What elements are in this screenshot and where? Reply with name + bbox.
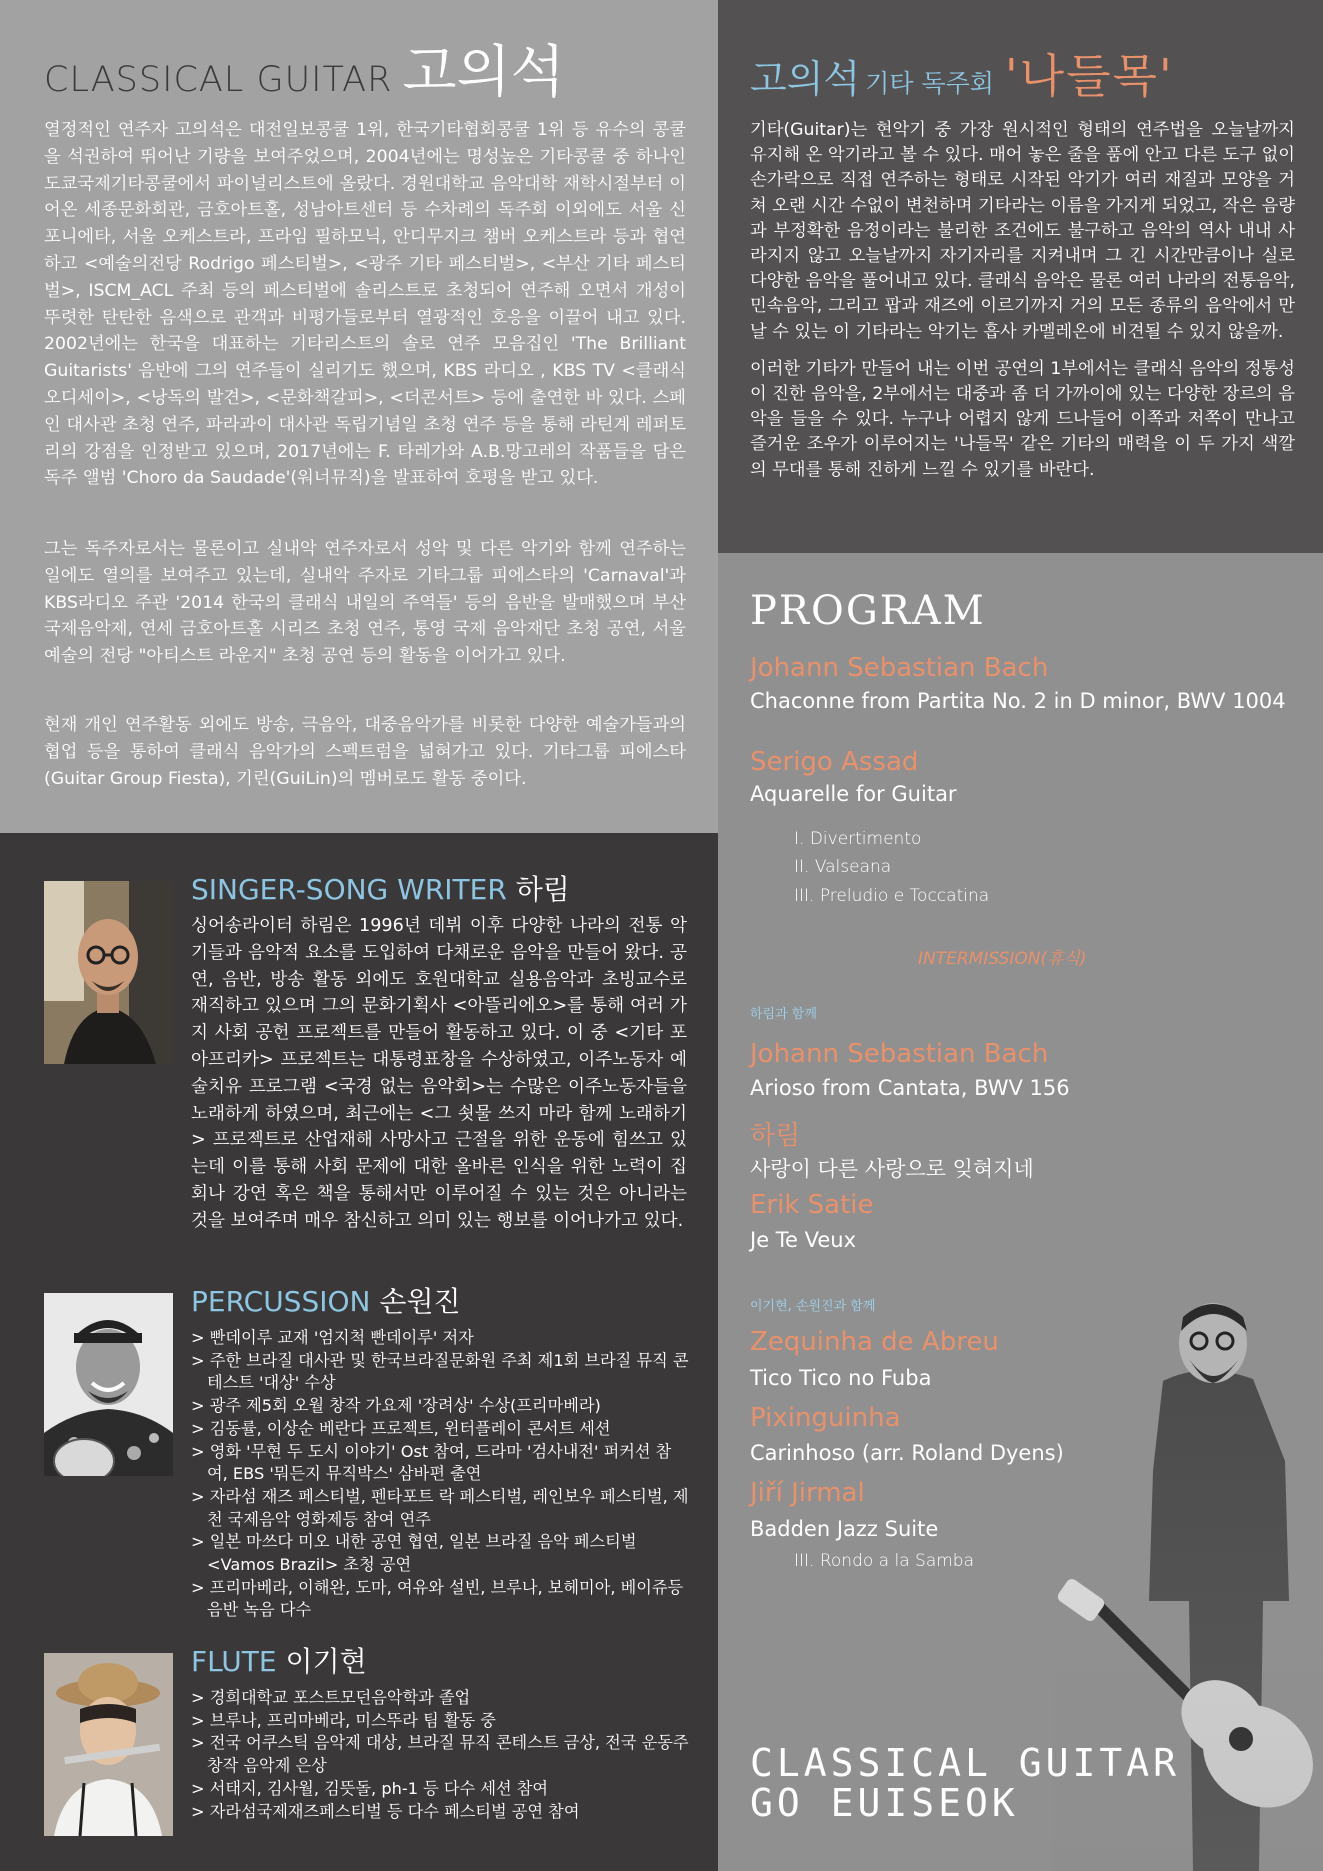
bio-paragraph-1-block: [44, 117, 686, 492]
list-item: > 경희대학교 포스트모던음악학과 졸업: [191, 1688, 471, 1707]
list-item: > 자라섬 재즈 페스티벌, 펜타포트 락 페스티벌, 레인보우 페스티벌, 제천 국제음악 영화제등 참여 연주: [191, 1486, 689, 1529]
artist-heading-lee: [191, 1645, 367, 1679]
program-composer: Zequinha de Abreu: [750, 1327, 999, 1357]
program-piece: Arioso from Cantata, BWV 156: [750, 1076, 1070, 1100]
list-item: > 프리마베라, 이해완, 도마, 여유와 설빈, 브루나, 보헤미아, 베이쥬등 음반 녹음 다수: [191, 1577, 684, 1620]
program-composer: Serigo Assad: [750, 747, 919, 777]
artist-bullets-lee: [191, 1687, 691, 1823]
recital-panel: [718, 0, 1323, 553]
recital-intro: [750, 118, 1295, 495]
program-piece: Aquarelle for Guitar: [750, 782, 957, 806]
bio-paragraph-2-block: [44, 536, 686, 670]
program-composer: Johann Sebastian Bach: [750, 1039, 1049, 1069]
artist-heading-harim: [191, 873, 570, 907]
list-item: > 전국 어쿠스틱 음악제 대상, 브라질 뮤직 콘테스트 금상, 전국 운동주 창작 음악제 은상: [191, 1733, 689, 1776]
program-composer: 하림: [750, 1121, 801, 1151]
program-movement: III. Preludio e Toccatina: [794, 886, 990, 906]
bio-title: [44, 28, 565, 108]
program-composer: Johann Sebastian Bach: [750, 653, 1049, 683]
program-movement: I. Divertimento: [794, 829, 922, 849]
artists-panel: [0, 833, 718, 1871]
list-item: > 일본 마쓰다 미오 내한 공연 협연, 일본 브라질 음악 페스티벌 <Vamos Brazil> 초청 공연: [191, 1532, 637, 1575]
program-piece: Je Te Veux: [750, 1228, 857, 1252]
recital-paragraph: 이러한 기타가 만들어 내는 이번 공연의 1부에서는 클래식 음악의 정통성이 진한 음악을, 2부에서는 대중과 좀 더 가까이에 있는 다양한 장르의 음악을 들을 수 있다. 누구나 어렵지 않게 드나들어 이쪽과 저쪽이 만나고 즐거운 조우가 이루어지는 '나들목' 같은 기타의 매력을 이 두 가지 색깔의 무대를 통해 진하게 느낄 수 있기를 바란다.: [750, 358, 1295, 480]
bio-paragraph: 현재 개인 연주활동 외에도 방송, 극음악, 대중음악가를 비롯한 다양한 예술가들과의 협업 등을 통하여 클래식 음악가의 스펙트럼을 넓혀가고 있다. 기타그룹 피에스타(Guitar Group Fiesta), 기린(GuiLin)의 멤버로도 활동 중이다.: [44, 715, 686, 789]
program-group-label: 하림과 함께: [750, 1007, 817, 1022]
recital-title-quote: '나들목': [1005, 49, 1174, 103]
artist-photo-lee: [44, 1653, 173, 1836]
list-item: > 빤데이루 교재 '엄지척 빤데이루' 저자: [191, 1328, 474, 1347]
bio-title-en: CLASSICAL GUITAR: [44, 60, 393, 100]
bio-paragraph: 그는 독주자로서는 물론이고 실내악 연주자로서 성악 및 다른 악기와 함께 연주하는 일에도 열의를 보여주고 있는데, 실내악 주자로 기타그룹 피에스타의 'Carnaval'과 KBS라디오 주관 '2014 한국의 클래식 내일의 주역들' 등의 음반을 발매했으며 부산국제음악제, 연세 금호아트홀 시리즈 초청 연주, 통영 국제 음악재단 초청 공연, 서울 예술의 전당 "아티스트 라운지" 초청 공연 등의 활동을 이어가고 있다.: [44, 539, 686, 667]
artist-description-harim: 싱어송라이터 하림은 1996년 데뷔 이후 다양한 나라의 전통 악기들과 음악적 요소를 도입하여 다채로운 음악을 만들어 왔다. 공연, 음반, 방송 활동 외에도 호원대학교 실용음악과 초빙교수로 재직하고 있으며 그의 문화기획사 <아뜰리에오>를 통해 여러 가지 사회 공헌 프로젝트를 만들어 활동하고 있다. 이 중 <기타 포 아프리카> 프로젝트는 대통령표창을 수상하였고, 이주노동자 예술치유 프로그램 <국경 없는 음악회>는 수많은 이주노동자들을 노래하게 하였으며, 최근에는 <그 쇳물 쓰지 마라 함께 노래하기> 프로젝트로 산업재해 사망사고 근절을 위한 운동에 힘쓰고 있는데 이를 통해 사회 문제에 대한 올바른 인식을 위한 노력이 집회나 강연 혹은 책을 통해서만 이루어질 수 있는 것은 아니라는 것을 보여주며 매우 참신하고 의미 있는 행보를 이어나가고 있다.: [191, 916, 687, 1231]
program-intermission: INTERMISSION(휴식): [918, 949, 1087, 969]
list-item: > 영화 '무현 두 도시 이야기' Ost 참여, 드라마 '검사내전' 퍼커션 참여, EBS '뭐든지 뮤직박스' 삼바편 출연: [191, 1441, 672, 1484]
artist-photo-harim: [44, 881, 173, 1064]
artist-role: FLUTE: [191, 1645, 277, 1678]
program-piece: Badden Jazz Suite: [750, 1517, 939, 1541]
list-item: > 광주 제5회 오월 창작 가요제 '장려상' 수상(프리마베라): [191, 1396, 601, 1416]
program-group-label: 이기현, 손원진과 함께: [750, 1299, 876, 1314]
artist-name: 손원진: [379, 1285, 461, 1318]
program-composer: Pixinguinha: [750, 1403, 901, 1433]
program-piece: Tico Tico no Fuba: [750, 1366, 932, 1390]
list-item: > 브루나, 프리마베라, 미스뚜라 팀 활동 중: [191, 1710, 496, 1730]
bio-panel: [0, 0, 718, 833]
program-composer: Erik Satie: [750, 1190, 874, 1220]
artist-role: SINGER-SONG WRITER: [191, 873, 507, 906]
recital-title: [750, 40, 1174, 106]
artist-heading-son: [191, 1285, 461, 1319]
bio-title-ko: 고의석: [402, 40, 565, 105]
bio-paragraph-3-block: [44, 712, 686, 792]
list-item: > 주한 브라질 대사관 및 한국브라질문화원 주최 제1회 브라질 뮤직 콘테스트 '대상' 수상: [191, 1350, 689, 1393]
artist-name: 이기현: [285, 1645, 367, 1678]
program-piece: 사랑이 다른 사랑으로 잊혀지네: [750, 1157, 1034, 1181]
recital-paragraph: 기타(Guitar)는 현악기 중 가장 원시적인 형태의 연주법을 오늘날까지 유지해 온 악기라고 볼 수 있다. 매어 놓은 줄을 품에 안고 다른 도구 없이 손가락으로 직접 연주하는 형태로 시작된 악기가 여러 재질과 모양을 거쳐 오랜 시간 수없이 변천하며 기타라는 이름을 가지게 되었고, 작은 음량과 부정확한 음정이라는 불리한 조건에도 불구하고 음악의 역사 내내 사라지지 않고 오늘날까지 자기자리를 지켜내며 그 긴 시간만큼이나 실로 다양한 음악을 풀어내고 있다. 클래식 음악은 물론 여러 나라의 전통음악, 민속음악, 그리고 팝과 재즈에 이르기까지 거의 모든 종류의 음악에서 만날 수 있는 이 기타라는 악기는 흡사 카멜레온에 비견될 수 있지 않을까.: [750, 120, 1295, 342]
bio-paragraph: 열정적인 연주자 고의석은 대전일보콩쿨 1위, 한국기타협회콩쿨 1위 등 유수의 콩쿨을 석권하여 뛰어난 기량을 보여주었으며, 2004년에는 명성높은 기타콩쿨 중 하나인 도쿄국제기타콩쿨에서 파이널리스트에 올랐다. 경원대학교 음악대학 재학시절부터 이어온 세종문화회관, 금호아트홀, 성남아트센터 등 수차례의 독주회 이외에도 서울 신포니에타, 서울 오케스트라, 프라임 필하모닉, 안디무지크 챔버 오케스트라 등과 협연하고 <예술의전당 Rodrigo 페스티벌>, <광주 기타 페스티벌>, <부산 기타 페스티벌>, ISCM_ACL 주최 등의 페스티벌에 솔리스트로 초청되어 연주해 오면서 개성이 뚜렷한 탄탄한 음색으로 관객과 비평가들로부터 열광적인 호응을 이끌어 내고 있다. 2002년에는 한국을 대표하는 기타리스트의 솔로 연주 모음집인 'The Brilliant Guitarists' 음반에 그의 연주들이 실리기도 했으며, KBS 라디오 , KBS TV <클래식 오디세이>, <낭독의 발견>, <문화책갈피>, <더콘서트> 등에 출연한 바 있다. 스페인 대사관 초청 연주, 파라과이 대사관 독립기념일 초청 연주 등을 통해 라틴계 레퍼토리의 강점을 인정받고 있으며, 2017년에는 F. 타레가와 A.B.망고레의 작품들을 담은 독주 앨범 'Choro da Saudade'(워너뮤직)을 발표하여 호평을 받고 있다.: [44, 120, 686, 489]
program-movement: II. Valseana: [794, 857, 892, 877]
program-piece: Carinhoso (arr. Roland Dyens): [750, 1441, 1064, 1465]
artist-name: 하림: [515, 873, 570, 906]
artist-role: PERCUSSION: [191, 1285, 371, 1318]
footer-title: CLASSICAL GUITAR GO EUISEOK: [750, 1741, 1181, 1825]
program-piece: Chaconne from Partita No. 2 in D minor, BWV 1004: [750, 689, 1286, 713]
program-movement: III. Rondo a la Samba: [794, 1551, 975, 1571]
artist-bullets-son: [191, 1327, 691, 1622]
program-title: PROGRAM: [750, 588, 986, 634]
recital-title-name: 고의석: [750, 57, 861, 101]
program-panel: [718, 553, 1323, 1871]
list-item: > 자라섬국제재즈페스티벌 등 다수 페스티벌 공연 참여: [191, 1801, 580, 1821]
program-composer: Jiří Jirmal: [750, 1478, 865, 1508]
artist-photo-son: [44, 1293, 173, 1476]
list-item: > 김동률, 이상순 베란다 프로젝트, 윈터플레이 콘서트 세션: [191, 1418, 611, 1438]
recital-title-sub: 기타 독주회: [865, 69, 994, 98]
list-item: > 서태지, 김사월, 김뜻돌, ph-1 등 다수 세션 참여: [191, 1778, 549, 1798]
